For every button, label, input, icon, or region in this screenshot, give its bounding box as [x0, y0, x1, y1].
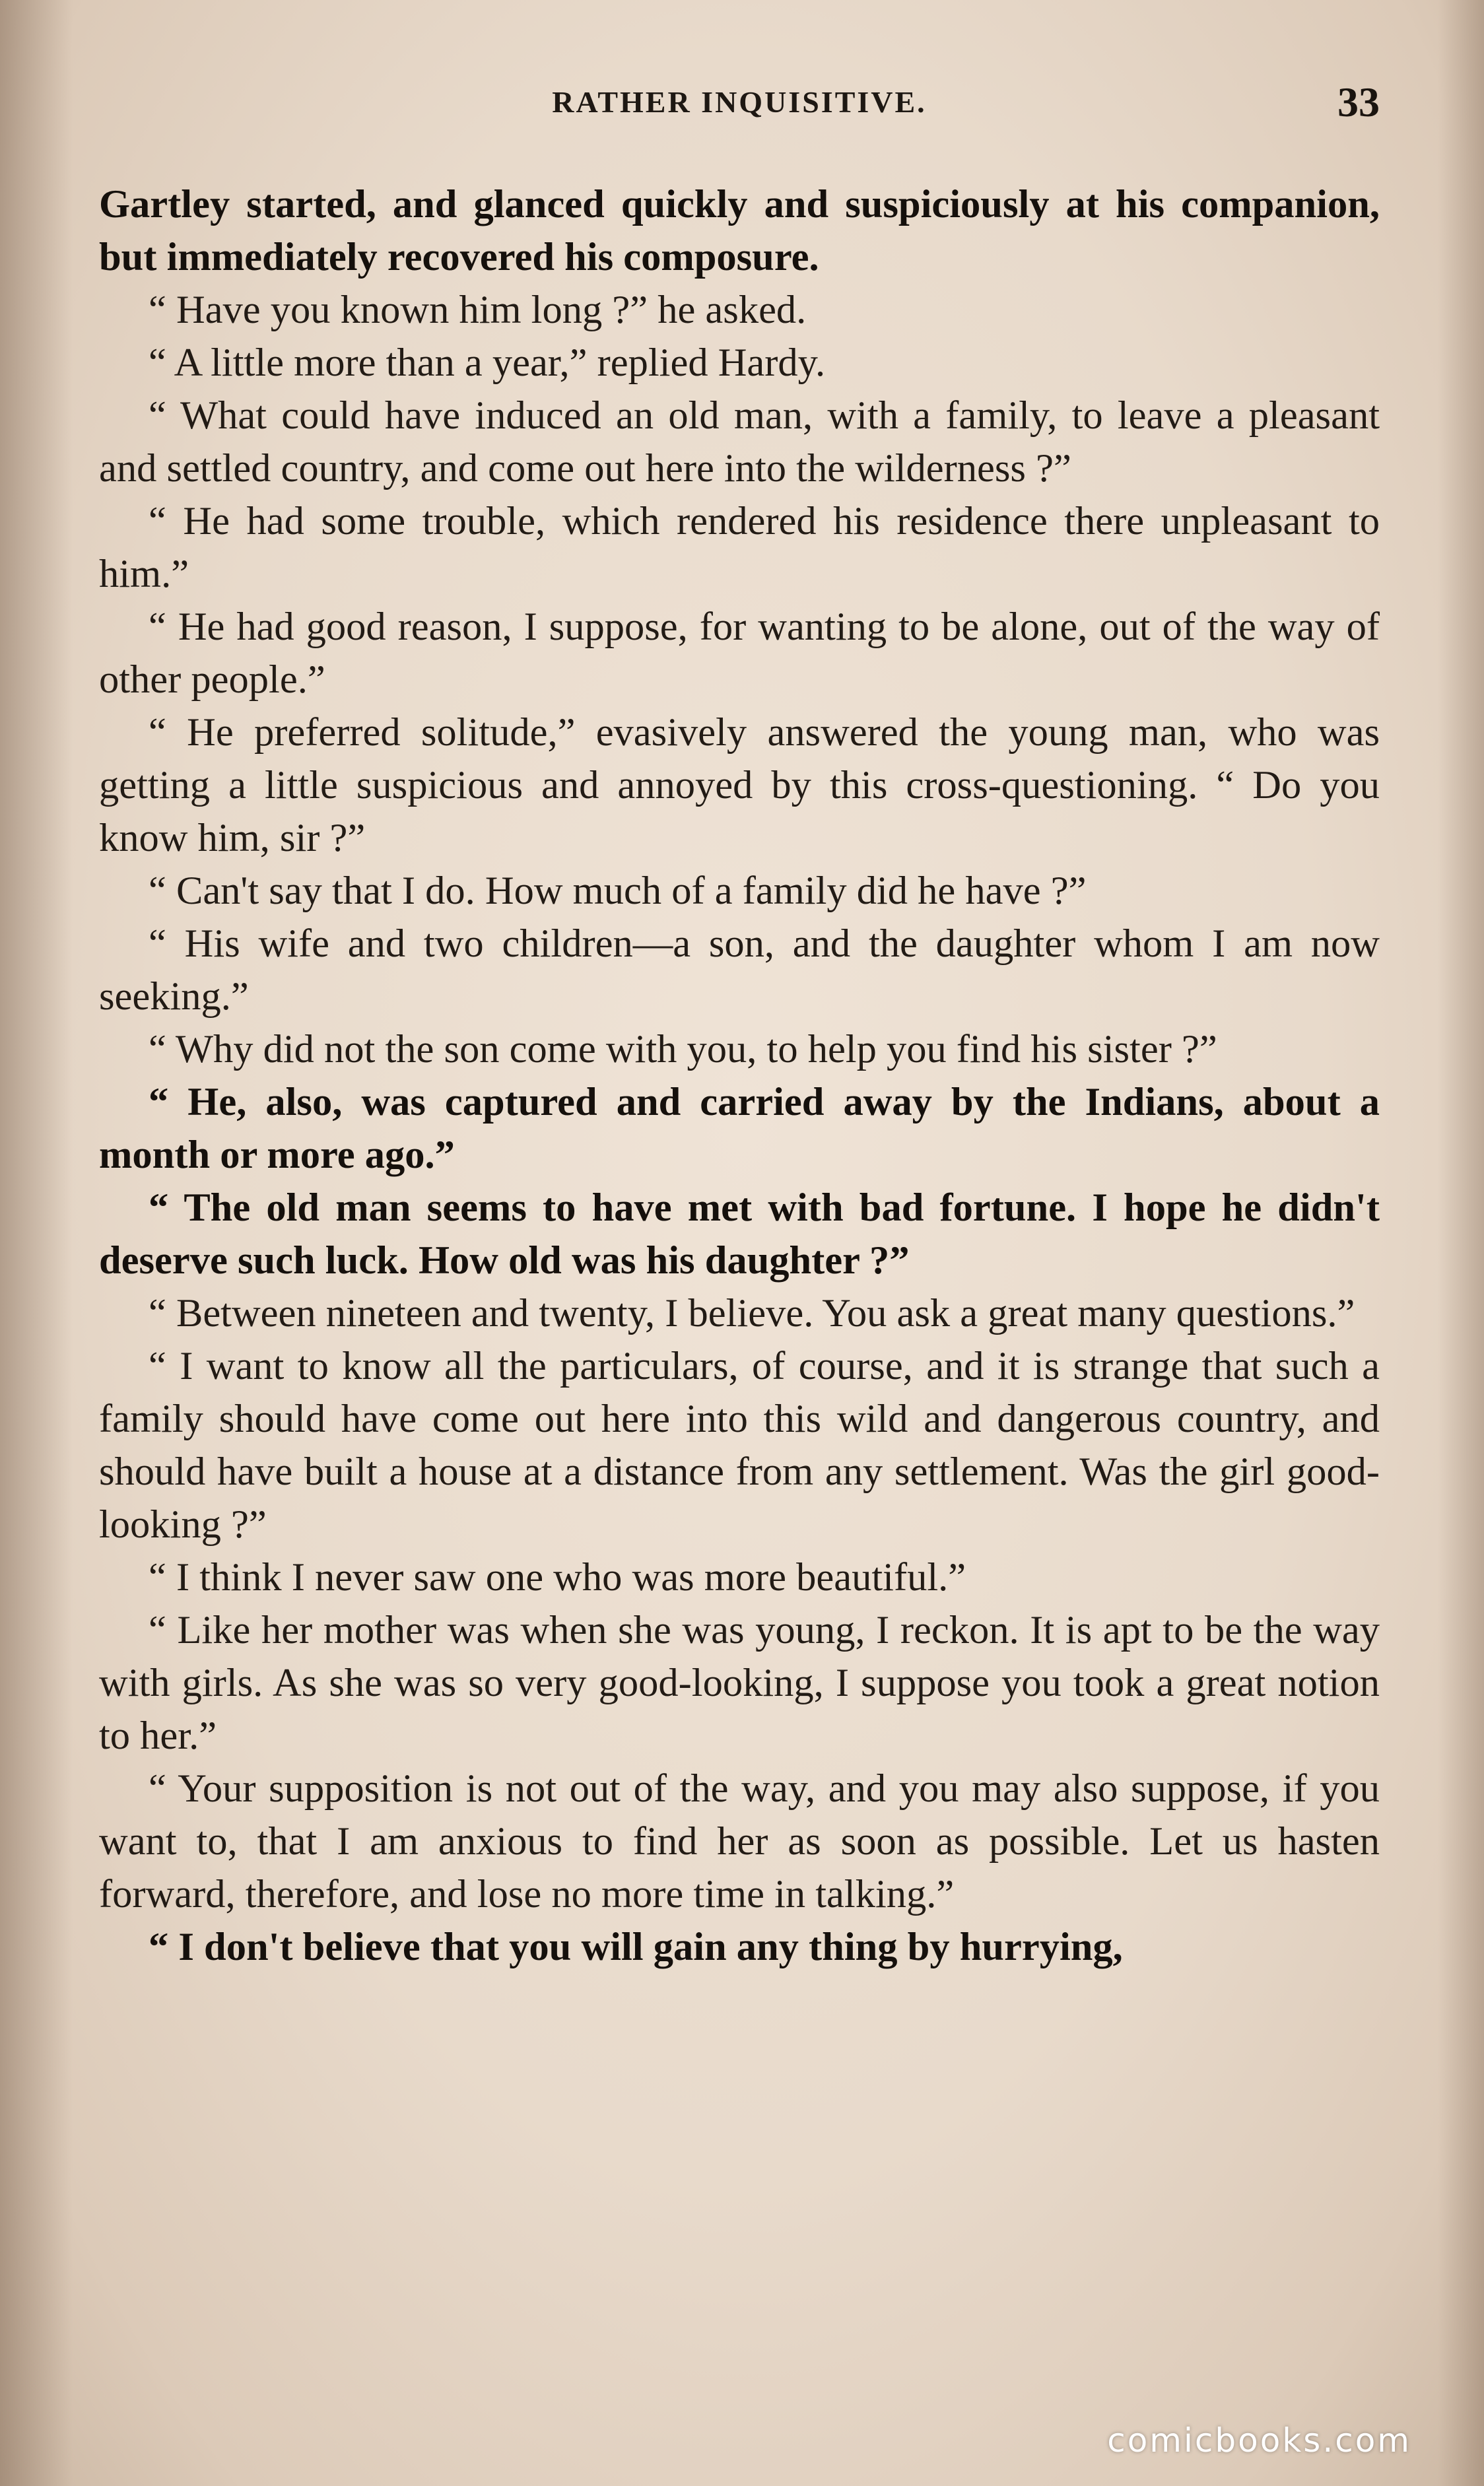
paragraph: “ Can't say that I do. How much of a family did he have ?”	[149, 869, 1087, 913]
body-text	[99, 178, 1380, 1974]
paragraph: “ I think I never saw one who was more beautiful.”	[149, 1555, 966, 1599]
running-title: RATHER INQUISITIVE.	[552, 85, 927, 119]
gutter-shadow	[0, 0, 73, 2486]
paragraph: “ I don't believe that you will gain any thing by hurrying,	[149, 1925, 1123, 1969]
paragraph: “ He, also, was captured and carried away by the Indians, about a month or more ago.”	[99, 1080, 1380, 1177]
paragraph: “ What could have induced an old man, with a family, to leave a pleasant and settled country, and come out here into the wilderness ?”	[99, 393, 1380, 490]
paragraph: “ Why did not the son come with you, to help you find his sister ?”	[149, 1027, 1217, 1071]
paragraph: “ The old man seems to have met with bad fortune. I hope he didn't deserve such luck. How old was his daughter ?”	[99, 1186, 1380, 1283]
paragraph: “ Like her mother was when she was young, I reckon. It is apt to be the way with girls. As she was so very good-looking, I suppose you took a great notion to her.”	[99, 1608, 1380, 1758]
paragraph: “ I want to know all the particulars, of course, and it is strange that such a family should have come out here into this wild and dangerous country, and should have built a house at a distance from any settlement. Was the girl good-looking ?”	[99, 1344, 1380, 1547]
paragraph: “ Between nineteen and twenty, I believe. You ask a great many questions.”	[149, 1291, 1355, 1335]
edge-shadow	[1438, 0, 1484, 2486]
paragraph: “ His wife and two children—a son, and the daughter whom I am now seeking.”	[99, 922, 1380, 1019]
page-number: 33	[1337, 79, 1380, 125]
paragraph: “ He had good reason, I suppose, for wanting to be alone, out of the way of other people.”	[99, 605, 1380, 702]
paragraph: Gartley started, and glanced quickly and suspiciously at his companion, but immediately recovered his composure.	[99, 182, 1380, 279]
paragraph: “ Have you known him long ?” he asked.	[149, 288, 807, 332]
paragraph: “ A little more than a year,” replied Hardy.	[149, 341, 826, 385]
paragraph: “ He preferred solitude,” evasively answered the young man, who was getting a little suspicious and annoyed by this cross-questioning. “ Do you know him, sir ?”	[99, 710, 1380, 860]
paragraph: “ Your supposition is not out of the way, and you may also suppose, if you want to, that I am anxious to find her as soon as possible. Let us hasten forward, therefore, and lose no more time in talking.”	[99, 1766, 1380, 1916]
paragraph: “ He had some trouble, which rendered his residence there unpleasant to him.”	[99, 499, 1380, 596]
page-header	[99, 78, 1380, 137]
watermark: comicbooks.com	[1107, 2421, 1411, 2460]
